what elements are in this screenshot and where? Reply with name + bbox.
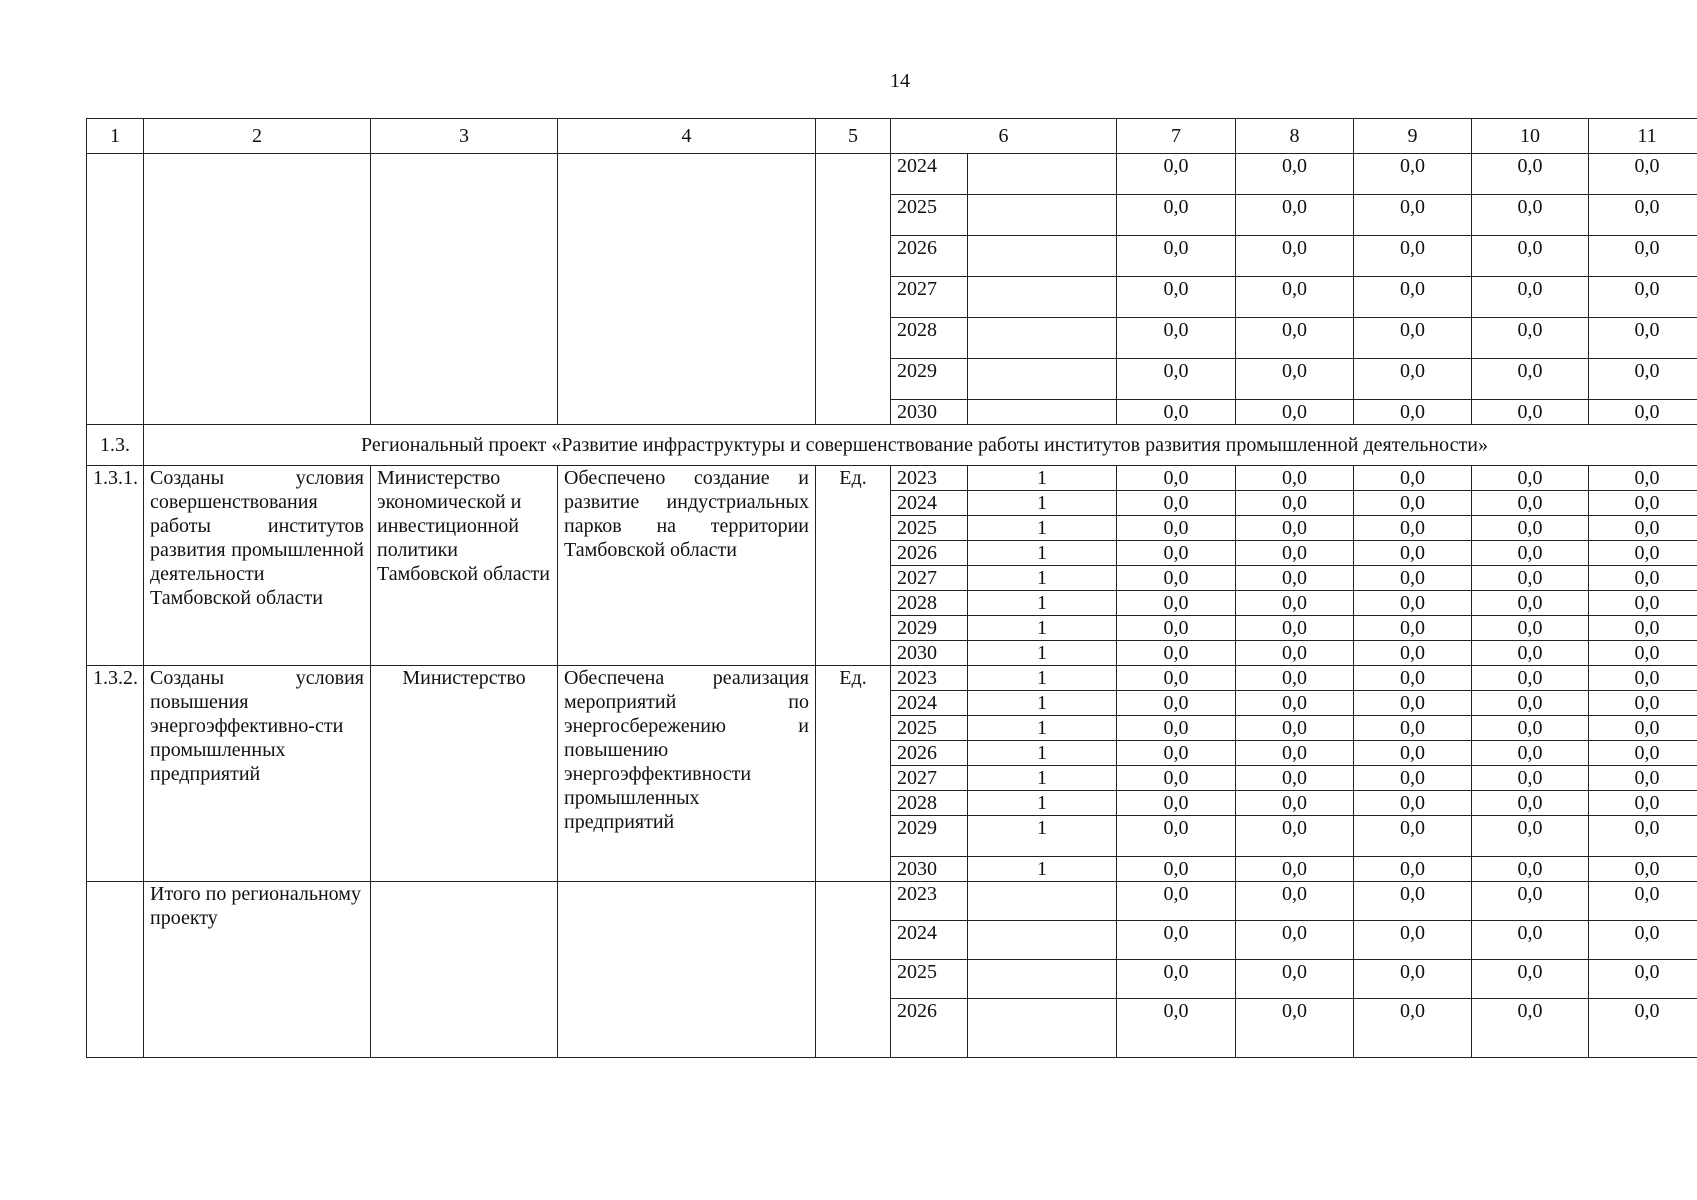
count-cell — [968, 154, 1117, 195]
value-cell: 0,0 — [1589, 857, 1697, 882]
count-cell — [968, 359, 1117, 400]
header-cell: 1 — [87, 119, 144, 154]
value-cell: 0,0 — [1117, 195, 1236, 236]
value-cell: 0,0 — [1589, 591, 1697, 616]
value-cell: 0,0 — [1236, 816, 1354, 857]
count-cell — [968, 882, 1117, 921]
table-row — [87, 154, 1697, 195]
value-cell: 0,0 — [1589, 318, 1697, 359]
value-cell: 0,0 — [1589, 741, 1697, 766]
year-cell: 2030 — [891, 857, 968, 882]
count-cell: 1 — [968, 766, 1117, 791]
year-cell: 2028 — [891, 791, 968, 816]
responsible-cell — [371, 154, 558, 425]
value-cell: 0,0 — [1589, 666, 1697, 691]
value-cell: 0,0 — [1589, 466, 1697, 491]
value-cell: 0,0 — [1236, 766, 1354, 791]
value-cell: 0,0 — [1589, 277, 1697, 318]
value-cell: 0,0 — [1236, 195, 1354, 236]
value-cell: 0,0 — [1472, 882, 1589, 921]
index-cell — [87, 154, 144, 425]
value-cell: 0,0 — [1354, 195, 1472, 236]
header-cell: 7 — [1117, 119, 1236, 154]
result-cell: Обеспечена реализация мероприятий по энергосбережению и повышению энергоэффективности промышленных предприятий — [558, 666, 816, 882]
value-cell: 0,0 — [1472, 236, 1589, 277]
header-cell: 6 — [891, 119, 1117, 154]
value-cell: 0,0 — [1354, 154, 1472, 195]
value-cell: 0,0 — [1117, 741, 1236, 766]
header-cell: 4 — [558, 119, 816, 154]
year-cell: 2027 — [891, 766, 968, 791]
year-cell: 2024 — [891, 154, 968, 195]
count-cell: 1 — [968, 466, 1117, 491]
count-cell — [968, 999, 1117, 1058]
count-cell: 1 — [968, 491, 1117, 516]
value-cell: 0,0 — [1117, 960, 1236, 999]
year-cell: 2026 — [891, 236, 968, 277]
header-cell: 3 — [371, 119, 558, 154]
value-cell: 0,0 — [1354, 882, 1472, 921]
item-index: 1.3.2. — [87, 666, 144, 882]
year-cell: 2024 — [891, 491, 968, 516]
value-cell: 0,0 — [1354, 277, 1472, 318]
value-cell: 0,0 — [1472, 566, 1589, 591]
value-cell: 0,0 — [1117, 921, 1236, 960]
value-cell: 0,0 — [1236, 641, 1354, 666]
year-cell: 2026 — [891, 999, 968, 1058]
value-cell: 0,0 — [1589, 154, 1697, 195]
count-cell — [968, 318, 1117, 359]
value-cell: 0,0 — [1236, 236, 1354, 277]
task-cell: Созданы условия совершенствования работы институтов развития промышленной деятельности Тамбовской области — [144, 466, 371, 666]
value-cell: 0,0 — [1354, 359, 1472, 400]
value-cell: 0,0 — [1472, 641, 1589, 666]
value-cell: 0,0 — [1354, 741, 1472, 766]
value-cell: 0,0 — [1117, 857, 1236, 882]
value-cell: 0,0 — [1354, 960, 1472, 999]
value-cell: 0,0 — [1117, 236, 1236, 277]
result-cell — [558, 154, 816, 425]
unit-cell — [816, 154, 891, 425]
count-cell — [968, 277, 1117, 318]
value-cell: 0,0 — [1589, 716, 1697, 741]
value-cell: 0,0 — [1589, 882, 1697, 921]
header-cell: 11 — [1589, 119, 1697, 154]
page-number: 14 — [890, 70, 910, 92]
value-cell: 0,0 — [1354, 691, 1472, 716]
value-cell: 0,0 — [1236, 318, 1354, 359]
year-cell: 2028 — [891, 318, 968, 359]
value-cell: 0,0 — [1472, 716, 1589, 741]
year-cell: 2029 — [891, 616, 968, 641]
value-cell: 0,0 — [1589, 566, 1697, 591]
value-cell: 0,0 — [1236, 400, 1354, 425]
value-cell: 0,0 — [1236, 541, 1354, 566]
result-cell: Обеспечено создание и развитие индустриальных парков на территории Тамбовской области — [558, 466, 816, 666]
value-cell: 0,0 — [1472, 491, 1589, 516]
value-cell: 0,0 — [1117, 359, 1236, 400]
value-cell: 0,0 — [1117, 516, 1236, 541]
value-cell: 0,0 — [1472, 921, 1589, 960]
total-label: Итого по региональному проекту — [144, 882, 371, 1058]
value-cell: 0,0 — [1472, 359, 1589, 400]
value-cell: 0,0 — [1236, 277, 1354, 318]
value-cell: 0,0 — [1354, 791, 1472, 816]
count-cell: 1 — [968, 691, 1117, 716]
index-cell — [87, 882, 144, 1058]
value-cell: 0,0 — [1589, 960, 1697, 999]
value-cell: 0,0 — [1236, 491, 1354, 516]
year-cell: 2025 — [891, 960, 968, 999]
count-cell — [968, 195, 1117, 236]
value-cell: 0,0 — [1354, 466, 1472, 491]
value-cell: 0,0 — [1236, 666, 1354, 691]
year-cell: 2026 — [891, 541, 968, 566]
value-cell: 0,0 — [1472, 400, 1589, 425]
year-cell: 2025 — [891, 516, 968, 541]
year-cell: 2029 — [891, 359, 968, 400]
value-cell: 0,0 — [1354, 566, 1472, 591]
value-cell: 0,0 — [1117, 691, 1236, 716]
value-cell: 0,0 — [1354, 591, 1472, 616]
value-cell: 0,0 — [1236, 882, 1354, 921]
value-cell: 0,0 — [1472, 816, 1589, 857]
result-cell — [558, 882, 816, 1058]
value-cell: 0,0 — [1354, 400, 1472, 425]
table-row — [87, 882, 1697, 921]
value-cell: 0,0 — [1354, 236, 1472, 277]
year-cell: 2025 — [891, 195, 968, 236]
value-cell: 0,0 — [1236, 616, 1354, 641]
task-cell: Созданы условия повышения энергоэффективно-сти промышленных предприятий — [144, 666, 371, 882]
year-cell: 2023 — [891, 466, 968, 491]
year-cell: 2030 — [891, 400, 968, 425]
value-cell: 0,0 — [1117, 641, 1236, 666]
value-cell: 0,0 — [1472, 741, 1589, 766]
count-cell: 1 — [968, 616, 1117, 641]
count-cell: 1 — [968, 566, 1117, 591]
value-cell: 0,0 — [1236, 921, 1354, 960]
value-cell: 0,0 — [1472, 277, 1589, 318]
value-cell: 0,0 — [1589, 491, 1697, 516]
value-cell: 0,0 — [1589, 359, 1697, 400]
count-cell — [968, 960, 1117, 999]
value-cell: 0,0 — [1354, 616, 1472, 641]
program-table — [86, 118, 1697, 1058]
value-cell: 0,0 — [1236, 516, 1354, 541]
value-cell: 0,0 — [1236, 960, 1354, 999]
count-cell — [968, 236, 1117, 277]
value-cell: 0,0 — [1589, 616, 1697, 641]
value-cell: 0,0 — [1236, 359, 1354, 400]
value-cell: 0,0 — [1236, 999, 1354, 1058]
value-cell: 0,0 — [1589, 766, 1697, 791]
count-cell: 1 — [968, 541, 1117, 566]
value-cell: 0,0 — [1472, 691, 1589, 716]
value-cell: 0,0 — [1117, 791, 1236, 816]
header-cell: 8 — [1236, 119, 1354, 154]
value-cell: 0,0 — [1472, 666, 1589, 691]
value-cell: 0,0 — [1117, 716, 1236, 741]
value-cell: 0,0 — [1354, 666, 1472, 691]
value-cell: 0,0 — [1589, 236, 1697, 277]
value-cell: 0,0 — [1117, 541, 1236, 566]
value-cell: 0,0 — [1354, 491, 1472, 516]
count-cell: 1 — [968, 791, 1117, 816]
responsible-cell: Министерство экономической и инвестиционной политики Тамбовской области — [371, 466, 558, 666]
year-cell: 2023 — [891, 882, 968, 921]
value-cell: 0,0 — [1589, 691, 1697, 716]
header-row — [87, 119, 1697, 154]
count-cell: 1 — [968, 591, 1117, 616]
value-cell: 0,0 — [1589, 791, 1697, 816]
year-cell: 2024 — [891, 691, 968, 716]
value-cell: 0,0 — [1236, 791, 1354, 816]
section-title: Региональный проект «Развитие инфраструктуры и совершенствование работы институтов развития промышленной деятельности» — [144, 425, 1697, 466]
value-cell: 0,0 — [1472, 516, 1589, 541]
value-cell: 0,0 — [1117, 999, 1236, 1058]
value-cell: 0,0 — [1117, 466, 1236, 491]
responsible-cell — [371, 882, 558, 1058]
value-cell: 0,0 — [1472, 154, 1589, 195]
value-cell: 0,0 — [1117, 591, 1236, 616]
header-cell: 9 — [1354, 119, 1472, 154]
value-cell: 0,0 — [1236, 741, 1354, 766]
value-cell: 0,0 — [1236, 591, 1354, 616]
value-cell: 0,0 — [1589, 999, 1697, 1058]
value-cell: 0,0 — [1354, 921, 1472, 960]
value-cell: 0,0 — [1472, 318, 1589, 359]
value-cell: 0,0 — [1354, 766, 1472, 791]
item-index: 1.3.1. — [87, 466, 144, 666]
value-cell: 0,0 — [1589, 541, 1697, 566]
responsible-cell: Министерство — [371, 666, 558, 882]
value-cell: 0,0 — [1117, 666, 1236, 691]
value-cell: 0,0 — [1354, 857, 1472, 882]
value-cell: 0,0 — [1236, 691, 1354, 716]
value-cell: 0,0 — [1117, 816, 1236, 857]
year-cell: 2030 — [891, 641, 968, 666]
value-cell: 0,0 — [1589, 400, 1697, 425]
value-cell: 0,0 — [1117, 766, 1236, 791]
value-cell: 0,0 — [1472, 616, 1589, 641]
header-cell: 5 — [816, 119, 891, 154]
value-cell: 0,0 — [1472, 791, 1589, 816]
value-cell: 0,0 — [1472, 195, 1589, 236]
value-cell: 0,0 — [1354, 641, 1472, 666]
year-cell: 2027 — [891, 277, 968, 318]
value-cell: 0,0 — [1117, 400, 1236, 425]
count-cell: 1 — [968, 857, 1117, 882]
count-cell: 1 — [968, 741, 1117, 766]
count-cell: 1 — [968, 716, 1117, 741]
value-cell: 0,0 — [1589, 195, 1697, 236]
count-cell — [968, 400, 1117, 425]
count-cell: 1 — [968, 641, 1117, 666]
value-cell: 0,0 — [1354, 816, 1472, 857]
value-cell: 0,0 — [1117, 616, 1236, 641]
value-cell: 0,0 — [1117, 491, 1236, 516]
value-cell: 0,0 — [1117, 566, 1236, 591]
year-cell: 2029 — [891, 816, 968, 857]
value-cell: 0,0 — [1354, 516, 1472, 541]
year-cell: 2028 — [891, 591, 968, 616]
value-cell: 0,0 — [1472, 541, 1589, 566]
section-row — [87, 425, 1697, 466]
value-cell: 0,0 — [1354, 999, 1472, 1058]
unit-cell: Ед. — [816, 666, 891, 882]
value-cell: 0,0 — [1117, 882, 1236, 921]
value-cell: 0,0 — [1472, 766, 1589, 791]
value-cell: 0,0 — [1354, 716, 1472, 741]
count-cell — [968, 921, 1117, 960]
value-cell: 0,0 — [1117, 154, 1236, 195]
value-cell: 0,0 — [1354, 318, 1472, 359]
count-cell: 1 — [968, 516, 1117, 541]
value-cell: 0,0 — [1472, 466, 1589, 491]
value-cell: 0,0 — [1117, 318, 1236, 359]
value-cell: 0,0 — [1589, 641, 1697, 666]
year-cell: 2024 — [891, 921, 968, 960]
year-cell: 2025 — [891, 716, 968, 741]
value-cell: 0,0 — [1472, 960, 1589, 999]
value-cell: 0,0 — [1236, 566, 1354, 591]
table-row — [87, 466, 1697, 491]
unit-cell: Ед. — [816, 466, 891, 666]
year-cell: 2027 — [891, 566, 968, 591]
value-cell: 0,0 — [1117, 277, 1236, 318]
value-cell: 0,0 — [1354, 541, 1472, 566]
section-index: 1.3. — [87, 425, 144, 466]
value-cell: 0,0 — [1236, 154, 1354, 195]
value-cell: 0,0 — [1236, 857, 1354, 882]
value-cell: 0,0 — [1589, 921, 1697, 960]
table-row — [87, 666, 1697, 691]
header-cell: 10 — [1472, 119, 1589, 154]
value-cell: 0,0 — [1589, 516, 1697, 541]
year-cell: 2026 — [891, 741, 968, 766]
unit-cell — [816, 882, 891, 1058]
year-cell: 2023 — [891, 666, 968, 691]
value-cell: 0,0 — [1236, 716, 1354, 741]
count-cell: 1 — [968, 816, 1117, 857]
count-cell: 1 — [968, 666, 1117, 691]
header-cell: 2 — [144, 119, 371, 154]
value-cell: 0,0 — [1472, 591, 1589, 616]
task-cell — [144, 154, 371, 425]
value-cell: 0,0 — [1472, 857, 1589, 882]
value-cell: 0,0 — [1589, 816, 1697, 857]
value-cell: 0,0 — [1472, 999, 1589, 1058]
value-cell: 0,0 — [1236, 466, 1354, 491]
